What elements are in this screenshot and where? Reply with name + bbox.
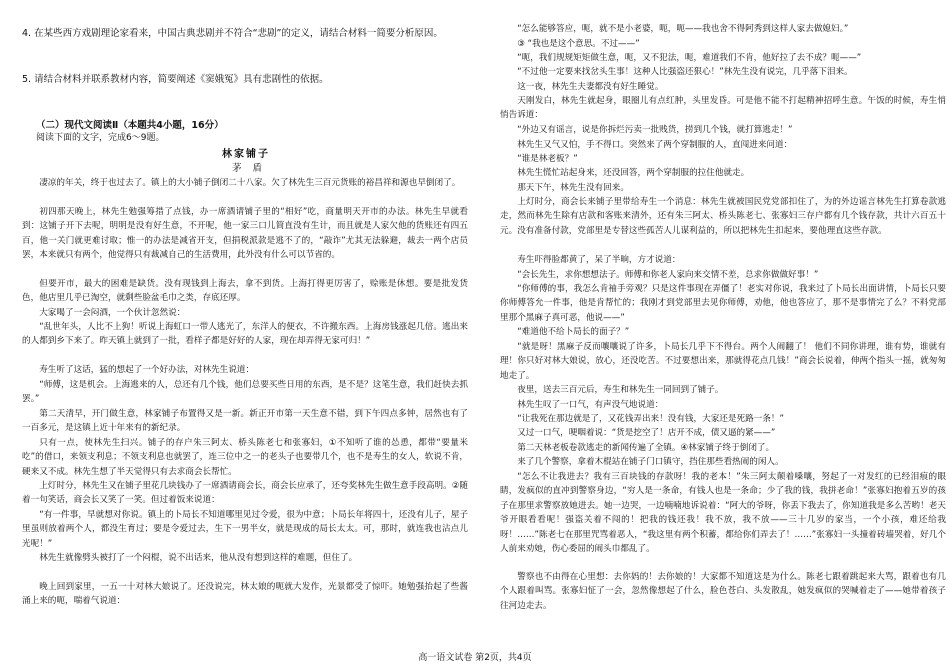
story-left-paragraph-13: 晚上回到家里，一五一十对林大娘说了。还没说完，林太娘的呃就大发作，光景都受了惊吓。她勉强抬起了些酱涌上来的呃，喘着气说道： xyxy=(22,582,468,607)
story-right-paragraph-10: 林先生慌忙站起身来，还没回答，两个穿制服的拉住他就走。 xyxy=(517,168,750,178)
story-right-paragraph-19: 林先生叹了一口气，有声没气地说道： xyxy=(517,400,664,410)
story-left-paragraph-10: 上灯时分，林先生又在铺子里花几块钱办了一席酒请商会长，商会长应承了，还夸奖林先生做生意手段高明。②随着一句笑话，商会长又笑了一笑。但过着饭来说道： xyxy=(22,481,468,506)
story-right-paragraph-11: 那天下午，林先生没有回来。 xyxy=(517,183,629,193)
story-right-paragraph-8: 林先生又气又怕，手不得口。突然来了两个穿制服的人，直闯进来问道： xyxy=(517,140,793,150)
story-right-paragraph-2: ③ “我也是这个意思。不过——” xyxy=(517,39,640,49)
story-left-paragraph-6: 寿生听了这话，猛的想起了一个好办法，对林先生说道： xyxy=(39,365,255,375)
story-left-paragraph-9: 只有一点，使林先生扫兴。铺子的存户朱三阿太、桥头陈老七和张寡妇，①不知听了谁的怂恿，都带“要量米吃”的借口，来领支利息；不领支利息也就罢了，连三位中之一的老头子也要带几个，也不是寿生的女人，软说不肯，硬来又不成。林先生想了半天觉得只有去求商会长帮忙。 xyxy=(22,438,468,477)
story-left-paragraph-11: “有一件事，早就想对你说。镇上的卜局长不知道哪里见过令爱，很为中意；卜局长年将四十，还没有儿子，屋子里虽则放着两个人，都没生育过；要是令爱过去，生下一男半女，就是现成的局长太太。可，那时，就连我也沾点儿光呢！” xyxy=(22,510,468,549)
story-left-paragraph-1: 凄凉的年关，终于也过去了。镇上的大小铺子倒闭二十八家。欠了林先生三百元货账的裕昌祥和源也早倒闭了。 xyxy=(39,178,461,188)
section-instruction: 阅读下面的文字，完成6～9题。 xyxy=(36,133,165,143)
story-left-paragraph-7: “师傅，这是机会。上海逃来的人，总还有几个钱，他们总要买些日用的东西，是不是？这笔生意，我们赶快去抓罢。” xyxy=(22,380,468,405)
story-left-paragraph-5: “乱世年头，人比不上狗！听说上海虹口一带人逃光了，东洋人的便衣，不许搬东西。上海房钱涨起几倍。逃出来的人都到乡下来了。昨天镇上就到了一批，看样子都是好好的人家，现在却弄得无家可归！” xyxy=(22,322,468,347)
story-right-paragraph-3: “呃，我们规规矩矩做生意，呃，又不犯法，呃，难道我们不肯，他好拉了去不成？呃——” xyxy=(517,53,862,63)
story-right-paragraph-14: “会长先生，求你想想法子。师傅和你老人家向来交情不差，总求你做做好事！” xyxy=(517,270,819,280)
story-right-paragraph-18: 夜里，送去三百元后，寿生和林先生一同回到了铺子。 xyxy=(517,385,724,395)
story-left-paragraph-4: 大家喝了一会闷酒，一个伙计忽然说： xyxy=(39,308,186,318)
story-left-paragraph-2: 初四那天晚上，林先生勉强筹措了点钱，办一席酒请铺子里的“相好”吃，商量明天开市的办法。林先生早就看到：这铺子开下去呢，明明是没有好生意，不开呢，他一家三口儿简直没有生计，而且就是人家欠他的货账还有四五百，他一关门就更难讨取；惟一的办法是减省开支，但捐税派款是逃不了的，“敲诈”尤其无法躲避，裁去一两个店员罢，本来就只有两个，他觉得只有裁减自己的生活费用，此外没有什么可以节省的。 xyxy=(22,207,468,261)
story-right-paragraph-16: “难道他不给卜局长的面子？” xyxy=(517,327,630,337)
story-right-paragraph-21: 又过一口气，哽咽着说：“货是挖空了！店开不成，债又逼的紧——” xyxy=(517,428,776,438)
story-right-paragraph-25: 警察也不由得在心里想：去你妈的！去你娘的！大家都不知道这是为什么。陈老七跟着跳起来大骂，跟着也有几个人跟着叫骂。张寡妇怔了一会，忽然像想起了什么，脸色苍白、头发散乱，她发疯似的哭喊着走了——她带着孩子往河边走去。 xyxy=(500,572,946,611)
question-4: 4. 在某些西方戏剧理论家看来，中国古典悲剧并不符合“悲剧”的定义，请结合材料一简要分析原因。 xyxy=(22,28,443,39)
story-right-paragraph-1: “怎么能够答应，呃，就不是小老婆，呃，呃——我也舍不得阿秀到这样人家去做媳妇。” xyxy=(517,24,849,34)
story-right-paragraph-23: 来了几个警察，拿着木棍站在铺子门口镇守，挡住那些看热闹的闲人。 xyxy=(517,457,784,467)
story-right-paragraph-22: 第二天林老板卷款逃走的新闻传遍了全镇。④林家铺子终于倒闭了。 xyxy=(517,443,775,453)
story-right-paragraph-12: 上灯时分，商会长来铺子里带给寿生一个消息：林先生就被国民党党部扣住了，为的外边谣言林先生打算卷款逃走，然而林先生除有店款和客账来清外，还有朱三阿太、桥头陈老七、张寡妇三存户都有几个钱存款，共计六百五十元。没有准备付款，党部里是专替这些孤苦人儿谋利益的，所以把林先生扣起来，要他理直这些存款。 xyxy=(500,197,946,236)
story-right-paragraph-4: “不过他一定要来找岔头生事！这种人比强盗还狠心！”林先生没有说完，几乎落下泪来。 xyxy=(517,67,853,77)
page-footer: 高一语文试卷 第2页，共4页 xyxy=(418,653,532,663)
section-heading: （二）现代文阅读Ⅱ（本题共4小题，16分） xyxy=(36,120,224,131)
story-left-paragraph-3: 但要开市，最大的困难是缺货。没有现钱到上海去，拿不到货。上海打得更厉害了，赊账是休想。要是批发货色，他店里几乎已淘空，就剩些脸盆毛巾之类，存底还厚。 xyxy=(22,279,468,304)
story-author: 茅 盾 xyxy=(232,163,267,174)
question-5: 5. 请结合材料并联系教材内容，简要阐述《窦娥冤》具有悲剧性的依据。 xyxy=(22,74,329,85)
story-left-paragraph-8: 第二天清早，开门做生意，林家铺子布置得又是一新。新正开市第一天生意不错，到下午四点多钟，居然也有了一百多元，是这镇上近十年来有的新纪录。 xyxy=(22,409,468,434)
story-right-paragraph-20: “让我死在那边就是了，又花钱弄出来！没有钱，大家还是死路一条！” xyxy=(517,414,784,424)
story-right-paragraph-24: “怎么不让我进去？我有三百块钱的存款呀！我的老本！”朱三阿太颠着嗓嚷，努起了一对发红的已经泪痕的眼睛，发疯似的直冲到警察身边，“穷人是一条命，有钱人也是一条命；少了我的钱，我拼老命！”张寡妇抱着五岁的孩子在那里求警察放她进去。她一边哭，一边喃喃地诉说着：“阿大的爷呀，你丢下我去了，你知道我是多么苦哟！老天爷开眼看看呢！强盗关着不闯的！把我的钱还我！我不放，我不放——三十几岁的家当，一个小孩，难还给我呀！……”陈老七在那里咒骂着恶人，“我这里有两个积蓄，都给你们弄去了！……”张寡妇一头撞着砖墙哭着，好几个人前来劝她，伤心委屈的闹头巾都乱了。 xyxy=(500,472,946,555)
story-right-paragraph-9: “谁是林老板？” xyxy=(517,154,578,164)
story-right-paragraph-6: 天刚发白，林先生就起身，眼圈儿有点红肿，头里发昏。可是他不能不打起精神招呼生意。午饭的时候，寿生悄悄告诉道： xyxy=(500,96,946,121)
story-right-paragraph-5: 这一夜，林先生夫妻都没有好生睡觉。 xyxy=(517,82,664,92)
story-right-paragraph-17: “就是呀！黑麻子反而嚷嚷说了许多，卜局长几乎下不得台。两个人闹翻了！ 他们不同你讲理，谁有势，谁就有理！你只好对林大娘说，放心，还没吃苦。不过要想出来，那就得花点几钱！”商会长说着，伸两个指头一摇，就匆匆地走了。 xyxy=(500,342,946,381)
story-right-paragraph-13: 寿生吓得脸都黄了，呆了半晌，方才说道： xyxy=(517,255,681,265)
story-left-paragraph-12: 林先生就像劈头被打了一个闷棍，说不出话来，他从没有想到这样的难题，但住了。 xyxy=(39,553,358,563)
story-title: 林家铺子 xyxy=(222,149,270,160)
story-right-paragraph-7: “外边又有谣言，说是你拆烂污卖一批贱货，捞到几个钱，就打算逃走！” xyxy=(517,125,793,135)
story-right-paragraph-15: “你师傅的事，我怎么肯袖手旁观？只是这件事现在弄僵了！老实对你说，我来过了卜局长出面讲情，卜局长只要你师傅答允一件事，他是肯帮忙的；我刚才到党部里去见你师傅，劝他，他也答应了，那不是事情完了么？不料党部里那个黑麻子真可恶，他说——” xyxy=(500,284,946,323)
